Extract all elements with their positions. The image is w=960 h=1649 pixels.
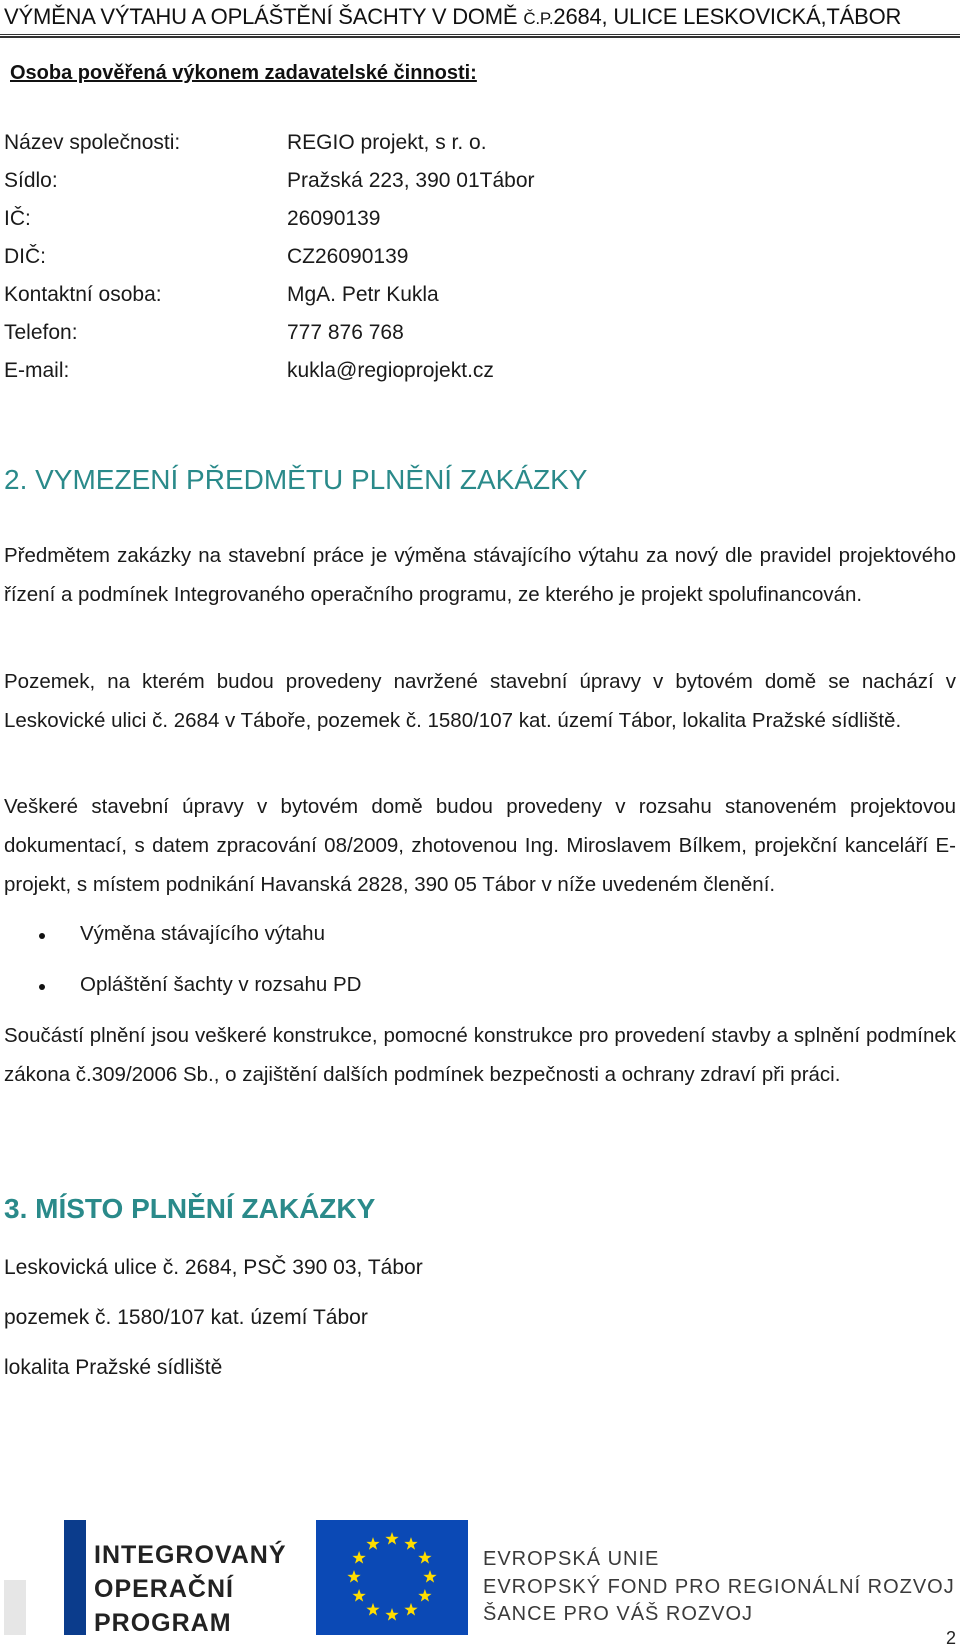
section-2-paragraph-3: Veškeré stavební úpravy v bytovém domě budou provedeny v rozsahu stanoveném projektovou dokumentací, s datem zpracování 08/2009, zhotovenou Ing. Miroslavem Bílkem, projekční kanceláří E-projekt, s místem podnikání Havanská 2828, 390 05 Tábor v níže uvedeném členění. bbox=[4, 795, 956, 896]
info-value: CZ26090139 bbox=[287, 245, 409, 268]
eu-star-icon bbox=[347, 1570, 360, 1583]
eu-flag-icon bbox=[316, 1520, 468, 1635]
email-link[interactable]: kukla@regioprojekt.cz bbox=[287, 359, 494, 382]
info-label: E-mail: bbox=[4, 359, 70, 382]
eu-logo-text: EVROPSKÁ UNIE EVROPSKÝ FOND PRO REGIONÁLNÍ ROZVOJ ŠANCE PRO VÁŠ ROZVOJ bbox=[483, 1548, 955, 1625]
location-line: pozemek č. 1580/107 kat. území Tábor bbox=[4, 1306, 368, 1329]
section-2-paragraph-1: Předmětem zakázky na stavební práce je výměna stávajícího výtahu za nový dle pravidel projektového řízení a podmínek Integrovaného operačního programu, ze kterého je projekt spolufinancován. bbox=[4, 544, 956, 606]
bullet-icon bbox=[39, 933, 45, 939]
info-value: 777 876 768 bbox=[287, 321, 404, 344]
iop-logo-text: INTEGROVANÝ OPERAČNÍ PROGRAM bbox=[94, 1541, 287, 1637]
eu-star-icon bbox=[352, 1589, 365, 1602]
header-rule bbox=[0, 36, 960, 38]
info-row-phone bbox=[4, 321, 404, 345]
info-row-ic bbox=[4, 207, 380, 231]
eu-star-icon bbox=[418, 1589, 431, 1602]
info-value: 26090139 bbox=[287, 207, 381, 230]
iop-logo bbox=[4, 1520, 287, 1637]
eu-star-icon bbox=[366, 1603, 379, 1616]
info-label: Telefon: bbox=[4, 321, 78, 344]
info-row-dic bbox=[4, 245, 408, 269]
info-row-company bbox=[4, 131, 487, 155]
info-label: IČ: bbox=[4, 207, 31, 230]
bullet-icon bbox=[39, 984, 45, 990]
section-3-heading: 3. MÍSTO PLNĚNÍ ZAKÁZKY bbox=[4, 1193, 376, 1224]
info-value: REGIO projekt, s r. o. bbox=[287, 131, 487, 154]
section-2-heading: 2. VYMEZENÍ PŘEDMĚTU PLNĚNÍ ZAKÁZKY bbox=[4, 464, 588, 495]
section-2-paragraph-4: Součástí plnění jsou veškeré konstrukce, pomocné konstrukce pro provedení stavby a splnění podmínek zákona č.309/2006 Sb., o zajištění dalších podmínek bezpečnosti a ochrany zdraví při práci. bbox=[4, 1024, 956, 1086]
eu-star-icon bbox=[385, 1608, 398, 1621]
eu-star-icon bbox=[352, 1551, 365, 1564]
eu-star-icon bbox=[366, 1537, 379, 1550]
eu-star-icon bbox=[404, 1537, 417, 1550]
iop-logo-gray-bar bbox=[4, 1580, 26, 1635]
list-item-text: Výměna stávajícího výtahu bbox=[80, 922, 325, 945]
info-label: DIČ: bbox=[4, 245, 46, 268]
eu-stars bbox=[316, 1520, 468, 1635]
page-number: 2 bbox=[945, 1628, 956, 1648]
info-label: Název společnosti: bbox=[4, 131, 181, 154]
eu-star-icon bbox=[385, 1532, 398, 1545]
location-line: lokalita Pražské sídliště bbox=[4, 1356, 223, 1379]
page-header bbox=[0, 0, 960, 35]
info-label: Sídlo: bbox=[4, 169, 58, 192]
info-value: MgA. Petr Kukla bbox=[287, 283, 439, 306]
location-line: Leskovická ulice č. 2684, PSČ 390 03, Tábor bbox=[4, 1256, 423, 1279]
list-item-text: Opláštění šachty v rozsahu PD bbox=[80, 973, 362, 996]
contact-heading: Osoba pověřená výkonem zadavatelské činnosti: bbox=[10, 62, 477, 84]
info-row-contact-person bbox=[4, 283, 439, 307]
info-row-email bbox=[4, 359, 494, 383]
eu-star-icon bbox=[423, 1570, 436, 1583]
info-label: Kontaktní osoba: bbox=[4, 283, 162, 306]
info-value: Pražská 223, 390 01Tábor bbox=[287, 169, 535, 192]
section-2-paragraph-2: Pozemek, na kterém budou provedeny navržené stavební úpravy v bytovém domě se nachází v Leskovické ulici č. 2684 v Táboře, pozemek č. 1580/107 kat. území Tábor, lokalita Pražské sídliště. bbox=[4, 670, 956, 732]
iop-logo-blue-bar bbox=[64, 1520, 86, 1635]
header-title: VÝMĚNA VÝTAHU A OPLÁŠTĚNÍ ŠACHTY V DOMĚ Č.P.2684, ULICE LESKOVICKÁ,TÁBOR bbox=[4, 4, 902, 29]
eu-star-icon bbox=[404, 1603, 417, 1616]
eu-star-icon bbox=[418, 1551, 431, 1564]
info-row-address bbox=[4, 169, 535, 193]
